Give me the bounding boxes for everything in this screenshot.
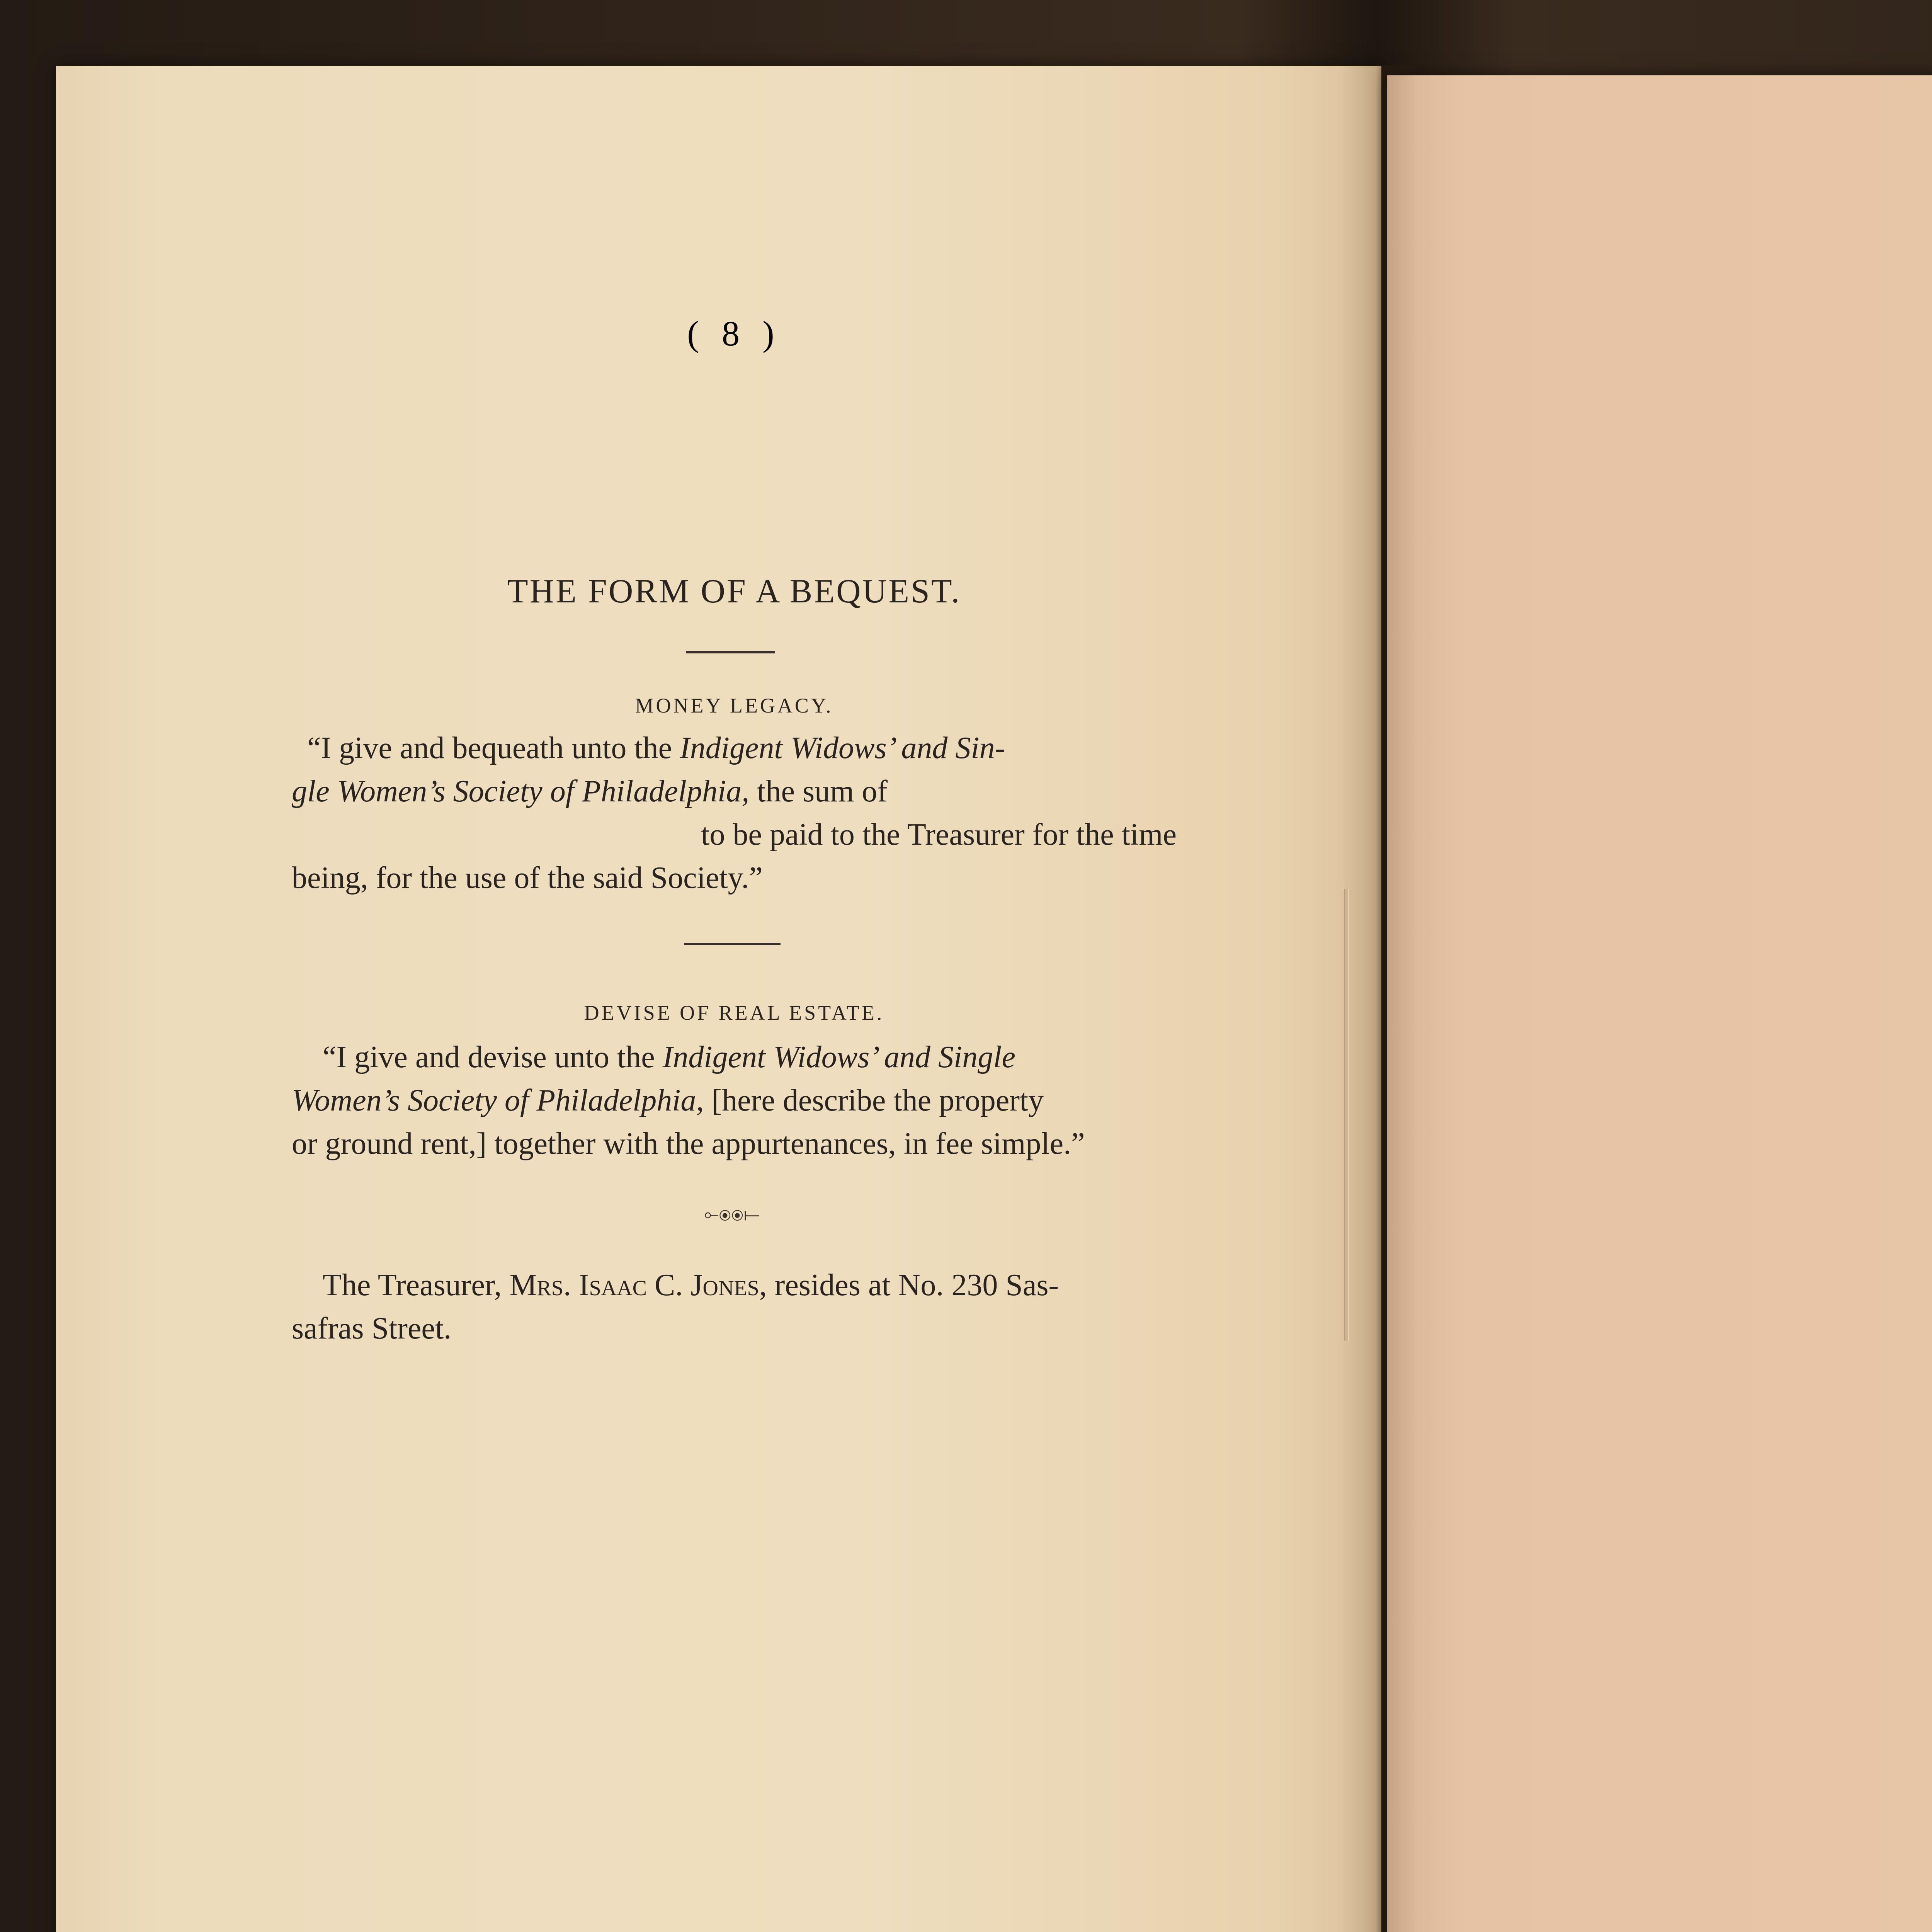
money-legacy-line-1: “I give and bequeath unto the Indigent Widows’ and Sin- (307, 731, 1005, 765)
page-title: THE FORM OF A BEQUEST. (507, 573, 961, 610)
binding-stitch (1344, 889, 1349, 1341)
ornamental-divider: ⟜⦿⦿⟝ (704, 1204, 760, 1224)
devise-line-3: or ground rent,] together with the appurtenances, in fee simple.” (292, 1127, 1085, 1161)
page-number: ( 8 ) (687, 314, 781, 353)
treasurer-note (292, 1264, 1177, 1350)
treasurer-line-2: safras Street. (292, 1311, 452, 1345)
title-divider (686, 651, 775, 653)
devise-paragraph (292, 1036, 1177, 1165)
right-page-blank (1387, 75, 1932, 1932)
section-divider (684, 943, 781, 945)
treasurer-line-1: The Treasurer, Mrs. Isaac C. Jones, resides at No. 230 Sas- (323, 1268, 1059, 1302)
devise-line-1: “I give and devise unto the Indigent Widows’ and Single (323, 1040, 1016, 1074)
money-legacy-heading: MONEY LEGACY. (635, 694, 833, 717)
money-legacy-line-4: being, for the use of the said Society.” (292, 861, 763, 895)
money-legacy-line-3: to be paid to the Treasurer for the time (701, 818, 1177, 852)
money-legacy-line-2: gle Women’s Society of Philadelphia, the sum of (292, 774, 888, 808)
devise-heading: DEVISE OF REAL ESTATE. (584, 1001, 884, 1024)
money-legacy-paragraph (292, 726, 1177, 900)
book-gutter (1341, 66, 1418, 1932)
devise-line-2: Women’s Society of Philadelphia, [here describe the property (292, 1083, 1044, 1117)
